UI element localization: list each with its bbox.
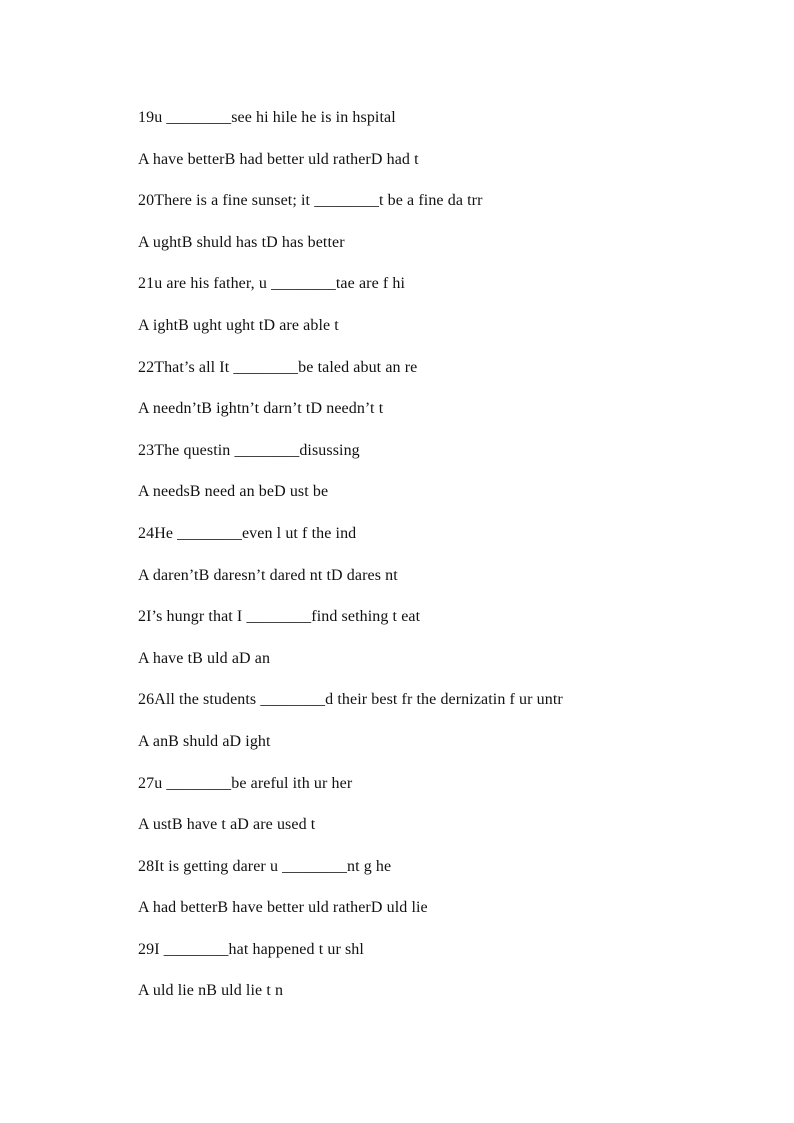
answer-blank: ________: [314, 192, 380, 210]
question-26-stem: [138, 688, 758, 730]
question-28-stem: [138, 855, 758, 897]
question-19-stem: [138, 106, 758, 148]
answer-blank: ________: [282, 857, 347, 875]
answer-blank: ________: [166, 774, 232, 792]
question-25-options: [138, 647, 758, 689]
question-20-stem: [138, 189, 758, 231]
question-21-stem: [138, 272, 758, 314]
question-24-options: [138, 564, 758, 606]
question-28-options: [138, 896, 758, 938]
line-prefix: A ughtB shuld has tD has better: [138, 233, 345, 251]
question-22-stem: [138, 356, 758, 398]
question-24-stem: [138, 522, 758, 564]
question-29-stem: [138, 938, 758, 980]
line-prefix: 23The questin: [138, 441, 235, 459]
question-22-options: [138, 397, 758, 439]
line-prefix: A ightB ught ught tD are able t: [138, 316, 339, 334]
line-prefix: A anB shuld aD ight: [138, 732, 271, 750]
line-prefix: 27u: [138, 774, 167, 792]
question-25-stem: [138, 605, 758, 647]
line-suffix: d their best fr the dernizatin f ur untr: [325, 691, 563, 709]
line-prefix: 22That’s all It: [138, 358, 234, 376]
line-suffix: be taled abut an re: [298, 358, 418, 376]
answer-blank: ________: [260, 691, 326, 709]
line-suffix: be areful ith ur her: [231, 774, 353, 792]
question-20-options: [138, 231, 758, 273]
answer-blank: ________: [246, 608, 312, 626]
line-prefix: A needsB need an beD ust be: [138, 483, 329, 501]
line-prefix: 24He: [138, 524, 178, 542]
question-list: [138, 106, 758, 1021]
line-prefix: A ustB have t aD are used t: [138, 816, 316, 834]
line-suffix: hat happened t ur shl: [228, 940, 364, 958]
line-prefix: A needn’tB ightn’t darn’t tD needn’t t: [138, 400, 384, 418]
answer-blank: ________: [234, 441, 300, 459]
question-21-options: [138, 314, 758, 356]
question-23-stem: [138, 439, 758, 481]
line-prefix: A had betterB have better uld ratherD uld lie: [138, 899, 428, 917]
line-prefix: A have tB uld aD an: [138, 649, 271, 667]
line-prefix: 21u are his father, u: [138, 275, 272, 293]
answer-blank: ________: [271, 275, 336, 293]
question-27-options: [138, 813, 758, 855]
question-29-options: [138, 979, 758, 1021]
line-prefix: 26All the students: [138, 691, 261, 709]
answer-blank: ________: [177, 524, 242, 542]
line-suffix: disussing: [299, 441, 360, 459]
line-prefix: 2I’s hungr that I: [138, 608, 247, 626]
line-suffix: nt g he: [346, 857, 392, 875]
question-19-options: [138, 148, 758, 190]
line-suffix: find sething t eat: [311, 608, 421, 626]
line-prefix: 28It is getting darer u: [138, 857, 283, 875]
line-suffix: see hi hile he is in hspital: [231, 109, 396, 126]
line-prefix: A have betterB had better uld ratherD had t: [138, 150, 419, 168]
line-prefix: 19u: [138, 109, 167, 126]
line-suffix: t be a fine da trr: [379, 192, 483, 210]
line-suffix: even l ut f the ind: [241, 524, 357, 542]
line-prefix: 29I: [138, 940, 164, 958]
line-suffix: tae are f hi: [335, 275, 406, 293]
question-26-options: [138, 730, 758, 772]
line-prefix: A uld lie nB uld lie t n: [138, 982, 284, 1000]
answer-blank: ________: [163, 940, 229, 958]
line-prefix: A daren’tB daresn’t dared nt tD dares nt: [138, 566, 398, 584]
answer-blank: ________: [166, 109, 232, 126]
question-27-stem: [138, 772, 758, 814]
answer-blank: ________: [233, 358, 299, 376]
question-23-options: [138, 480, 758, 522]
line-prefix: 20There is a fine sunset; it: [138, 192, 315, 210]
